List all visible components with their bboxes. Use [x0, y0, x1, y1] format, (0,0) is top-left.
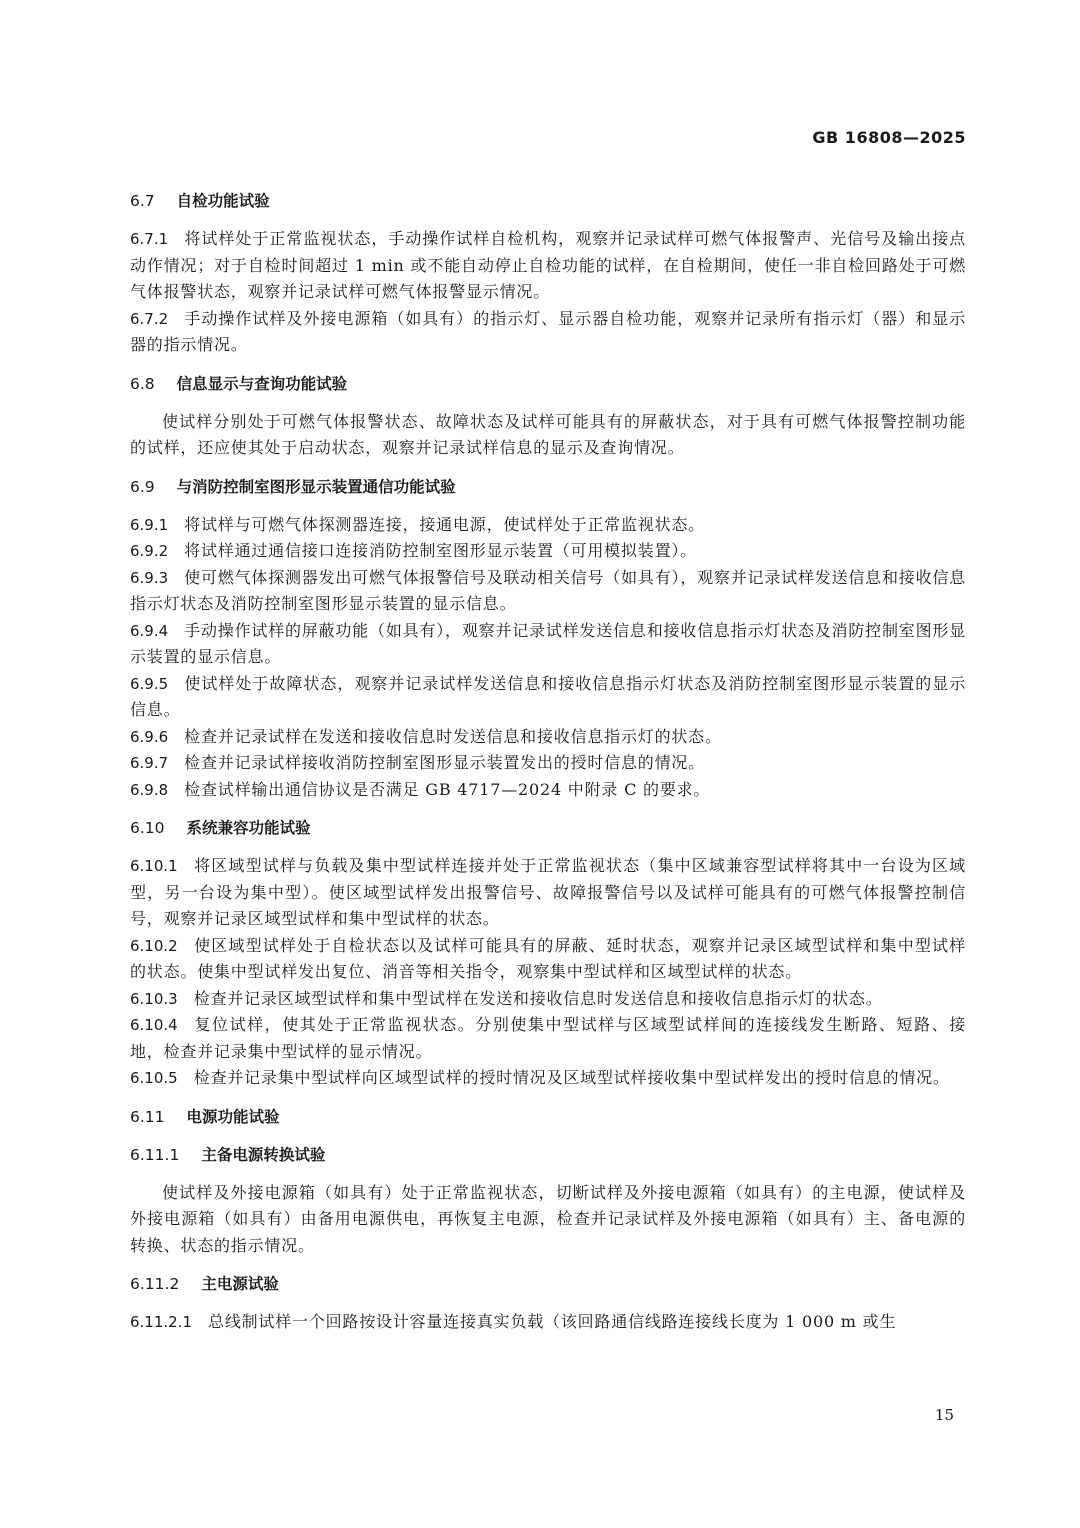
clause-6-9-1 — [130, 512, 966, 539]
clause-6-7-1 — [130, 226, 966, 306]
clause-number: 6.10.5 — [130, 1069, 178, 1087]
clause-6-11-2-1 — [130, 1309, 966, 1336]
clause-text: 检查并记录区域型试样和集中型试样在发送和接收信息时发送信息和接收信息指示灯的状态。 — [193, 988, 883, 1008]
clause-text: 将试样与可燃气体探测器连接，接通电源，使试样处于正常监视状态。 — [184, 514, 705, 534]
clause-text: 检查并记录试样接收消防控制室图形显示装置发出的授时信息的情况。 — [184, 753, 705, 772]
heading-number: 6.9 — [130, 477, 155, 496]
subsection-heading-6-11-1 — [130, 1142, 966, 1168]
clause-text: 复位试样，使其处于正常监视状态。分别使集中型试样与区域型试样间的连接线发生断路、短路、接地，检查并记录集中型试样的显示情况。 — [130, 1015, 966, 1061]
clause-6-10-1 — [130, 853, 966, 933]
clause-text: 检查并记录试样在发送和接收信息时发送信息和接收信息指示灯的状态。 — [184, 726, 722, 746]
subsection-heading-6-11-2 — [130, 1271, 966, 1297]
clause-number: 6.9.3 — [130, 568, 169, 587]
clause-number: 6.10.2 — [130, 936, 178, 955]
clause-text: 使试样处于故障状态，观察并记录试样发送信息和接收信息指示灯状态及消防控制室图形显示装置的显示信息。 — [130, 673, 966, 719]
clause-6-10-4 — [130, 1012, 966, 1065]
clause-6-10-5 — [130, 1065, 966, 1092]
clause-text: 使可燃气体探测器发出可燃气体报警信号及联动相关信号（如具有），观察并记录试样发送信息和接收信息指示灯状态及消防控制室图形显示装置的显示信息。 — [130, 567, 966, 613]
clause-number: 6.9.5 — [130, 674, 169, 693]
clause-6-9-5 — [130, 671, 966, 724]
clause-number: 6.10.1 — [130, 857, 178, 875]
heading-number: 6.11 — [130, 1107, 165, 1126]
clause-number: 6.9.1 — [130, 515, 169, 534]
clause-text: 使区域型试样处于自检状态以及试样可能具有的屏蔽、延时状态，观察并记录区域型试样和集中型试样的状态。使集中型试样发出复位、消音等相关指令，观察集中型试样和区域型试样的状态。 — [130, 935, 966, 981]
clause-text: 将试样处于正常监视状态，手动操作试样自检机构，观察并记录试样可燃气体报警声、光信号及输出接点动作情况；对于自检时间超过 1 min 或不能自动停止自检功能的试样，在自检期间，使任一非自检回路处于可燃气体报警状态，观察并记录试样可燃气体报警显示情况。 — [130, 229, 966, 301]
clause-6-10-3 — [130, 986, 966, 1013]
clause-number: 6.10.3 — [130, 989, 178, 1008]
clause-number: 6.7.2 — [130, 309, 169, 328]
clause-number: 6.7.1 — [130, 230, 169, 248]
section-heading-6-8 — [130, 371, 966, 397]
clause-text: 检查试样输出通信协议是否满足 GB 4717—2024 中附录 C 的要求。 — [184, 779, 711, 799]
heading-title: 主电源试验 — [201, 1275, 279, 1293]
heading-title: 主备电源转换试验 — [201, 1145, 326, 1164]
standard-code: GB 16808—2025 — [812, 128, 966, 147]
clause-number: 6.9.4 — [130, 621, 169, 640]
clause-number: 6.11.2.1 — [130, 1313, 193, 1331]
heading-number: 6.11.1 — [130, 1145, 180, 1164]
document-body — [130, 188, 966, 1336]
heading-title: 电源功能试验 — [186, 1107, 280, 1126]
clause-6-10-2 — [130, 933, 966, 986]
clause-6-9-6 — [130, 724, 966, 751]
section-heading-6-10 — [130, 815, 966, 841]
clause-text: 将试样通过通信接口连接消防控制室图形显示装置（可用模拟装置）。 — [184, 541, 697, 560]
clause-6-9-8 — [130, 777, 966, 804]
clause-number: 6.9.8 — [130, 780, 169, 799]
section-heading-6-11 — [130, 1104, 966, 1130]
clause-text: 将区域型试样与负载及集中型试样连接并处于正常监视状态（集中区域兼容型试样将其中一台设为区域型，另一台设为集中型）。使区域型试样发出报警信号、故障报警信号以及试样可能具有的可燃气体报警控制信号，观察并记录区域型试样和集中型试样的状态。 — [130, 856, 966, 928]
heading-number: 6.11.2 — [130, 1275, 180, 1293]
heading-number: 6.8 — [130, 374, 155, 393]
clause-text: 手动操作试样的屏蔽功能（如具有），观察并记录试样发送信息和接收信息指示灯状态及消防控制室图形显示装置的显示信息。 — [130, 620, 966, 666]
clause-number: 6.10.4 — [130, 1016, 178, 1034]
clause-number: 6.9.6 — [130, 727, 169, 746]
heading-title: 系统兼容功能试验 — [186, 819, 311, 837]
heading-title: 信息显示与查询功能试验 — [176, 374, 348, 393]
clause-number: 6.9.7 — [130, 754, 169, 772]
section-heading-6-9 — [130, 474, 966, 500]
heading-number: 6.7 — [130, 192, 155, 210]
clause-6-7-2 — [130, 306, 966, 359]
clause-text: 手动操作试样及外接电源箱（如具有）的指示灯、显示器自检功能，观察并记录所有指示灯（器）和显示器的指示情况。 — [130, 308, 966, 354]
clause-6-9-7 — [130, 750, 966, 777]
heading-title: 与消防控制室图形显示装置通信功能试验 — [176, 477, 456, 496]
clause-number: 6.9.2 — [130, 542, 169, 560]
clause-6-9-4 — [130, 618, 966, 671]
section-heading-6-7 — [130, 188, 966, 214]
clause-6-11-1-text: 使试样及外接电源箱（如具有）处于正常监视状态，切断试样及外接电源箱（如具有）的主电源，使试样及外接电源箱（如具有）由备用电源供电，再恢复主电源，检查并记录试样及外接电源箱（如具有）主、备电源的转换、状态的指示情况。 — [130, 1182, 966, 1255]
page-number: 15 — [934, 1406, 954, 1424]
clause-6-8-text: 使试样分别处于可燃气体报警状态、故障状态及试样可能具有的屏蔽状态，对于具有可燃气体报警控制功能的试样，还应使其处于启动状态，观察并记录试样信息的显示及查询情况。 — [130, 411, 966, 457]
clause-text: 总线制试样一个回路按设计容量连接真实负载（该回路通信线路连接线长度为 1 000 m 或生 — [208, 1312, 897, 1331]
heading-title: 自检功能试验 — [176, 192, 270, 210]
heading-number: 6.10 — [130, 819, 165, 837]
clause-6-9-2 — [130, 538, 966, 565]
clause-text: 检查并记录集中型试样向区域型试样的授时情况及区域型试样接收集中型试样发出的授时信息的情况。 — [193, 1068, 950, 1087]
clause-6-9-3 — [130, 565, 966, 618]
